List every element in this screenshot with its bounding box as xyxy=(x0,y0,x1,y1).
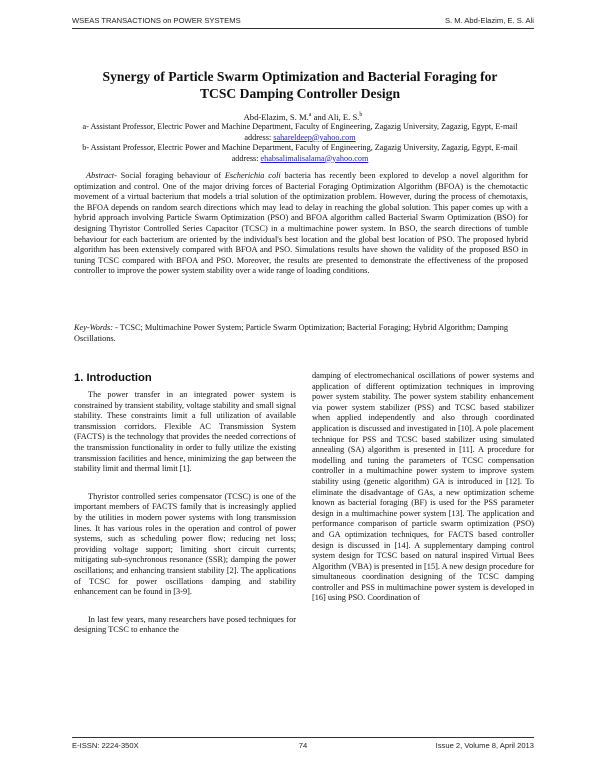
affiliation-a xyxy=(74,122,526,143)
author-line xyxy=(72,110,534,123)
email-a-link[interactable]: sahareldeep@yahoo.com xyxy=(273,132,356,142)
left-column xyxy=(74,371,296,653)
right-column xyxy=(312,371,534,621)
left-paragraph-1: The power transfer in an integrated power system is constrained by transient stability, voltage stability and small signal stability. These constraints limit a full utilization of available transmission corridors. Flexible AC Transmission System (FACTS) is the technology that provides the needed corrections of the transmission functionality in order to fully utilize the existing transmission facilities and hence, minimizing the gap between the stability limit and thermal limit [1]. xyxy=(74,390,296,474)
journal-name: WSEAS TRANSACTIONS on POWER SYSTEMS xyxy=(72,16,241,25)
section-heading: 1. Introduction xyxy=(74,372,152,384)
footer-issn: E-ISSN: 2224-350X xyxy=(72,741,139,750)
keywords xyxy=(74,323,528,344)
affiliation-b xyxy=(74,143,526,164)
abstract xyxy=(74,171,528,277)
keywords-label: Key-Words: xyxy=(74,323,114,332)
affiliation-b-text: b- Assistant Professor, Electric Power and Machine Department, Faculty of Engineering, Zagazig University, Zagazig, Egypt, E-mail address: xyxy=(82,143,518,163)
author-1: Abd-Elazim, S. M. xyxy=(243,111,309,122)
title-line-1: Synergy of Particle Swarm Optimization and Bacterial Foraging for xyxy=(102,69,498,84)
left-paragraph-2: Thyristor controlled series compensator (TCSC) is one of the important members of FACTS family that is increasingly applied by the utilities in modern power systems with long transmission lines. It has various roles in the operation and control of power systems, such as scheduling power flow; reducing net loss; providing voltage support; limiting short circuit currents; mitigating sub-synchronous resonance (SSR); damping the power oscillations; and enhancing transient stability [2]. The applications of TCSC for power oscillations damping and stability enhancement can be found in [3-9]. xyxy=(74,491,296,597)
page-footer xyxy=(72,741,534,753)
abstract-label: Abstract xyxy=(86,171,115,180)
left-paragraph-3: In last few years, many researchers have posed techniques for designing TCSC to enhance the xyxy=(74,614,296,635)
author-1-sup: a xyxy=(308,112,312,118)
paper-title xyxy=(60,68,540,102)
footer-page-number: 74 xyxy=(298,741,308,750)
footer-issue: Issue 2, Volume 8, April 2013 xyxy=(435,741,534,750)
running-authors: S. M. Abd-Elazim, E. S. Ali xyxy=(444,16,534,25)
abstract-text: bacteria has recently been explored to develop a novel algorithm for optimization and control. One of the major driving forces of Bacterial Foraging Optimization Algorithm (BFOA) is the chemotactic movement of a virtual bacterium that models a trial solution of the optimization problem. However, during the process of chemotaxis, the BFOA depends on random search directions which may lead to delay in reaching the global solution. This paper comes up with a hybrid approach involving Particle Swarm Optimization (PSO) and BFOA algorithm called Bacterial Swarm Optimization (BSO) for designing Thyristor Controlled Series Capacitor (TCSC) in a multimachine power system. In BSO, the search directions of tumble behaviour for each bacterium are oriented by the individual's best location and the global best location of PSO. The proposed hybrid algorithm has been extensively compared with BFOA and PSO. Simulations results have shown the validity of the proposed BSO in tuning TCSC compared with BFOA and PSO. Moreover, the results are presented to demonstrate the effectiveness of the proposed controller to improve the power system stability over a wide range of loading conditions. xyxy=(74,171,528,276)
abstract-pre: - Social foraging behaviour of xyxy=(114,171,225,180)
keywords-text: - TCSC; Multimachine Power System; Particle Swarm Optimization; Bacterial Foraging; Hybrid Algorithm; Damping Oscillations. xyxy=(74,323,509,343)
author-2-sup: b xyxy=(359,112,363,118)
footer-rule xyxy=(72,737,534,738)
email-b-link[interactable]: ehabsalimalisalama@yahoo.com xyxy=(260,153,369,163)
running-header xyxy=(72,16,534,28)
affiliation-a-text: a- Assistant Professor, Electric Power and Machine Department, Faculty of Engineering, Zagazig University, Zagazig, Egypt, E-mail address: xyxy=(82,122,518,142)
header-rule xyxy=(72,28,534,29)
author-2: and Ali, E. S. xyxy=(311,111,360,122)
title-line-2: TCSC Damping Controller Design xyxy=(199,86,401,101)
right-paragraph-1: damping of electromechanical oscillations of power systems and application of different optimization techniques in improving power system stability. The power system stability enhancement via power system stabilizer (PSS) and TCSC based stabilizer when applied independently and also through coordinated application is discussed and investigated in [10]. A pole placement technique for PSS and TCSC based stabilizer using simulated annealing (SA) algorithm is presented in [11]. A procedure for modelling and tuning the parameters of TCSC compensation controller in a multimachine power system to improve system stability using (genetic algorithm) GA is introduced in [12]. To eliminate the disadvantage of GAs, a new optimization scheme known as bacterial foraging (BF) is used for the PSS parameter design in a multimachine power system [13]. The application and performance comparison of particle swarm optimization (PSO) and GA optimization techniques, for FACTS based controller design is discussed in [14]. A supplementary damping control system design for TCSC based on natural inspired Virtual Bees Algorithm (VBA) is presented in [15]. A new design procedure for simultaneous coordination designing of the TCSC damping controller and PSS in multimachine power system is developed in [16] using PSO. Coordination of xyxy=(312,371,534,603)
abstract-species: Escherichia coli xyxy=(224,171,281,180)
